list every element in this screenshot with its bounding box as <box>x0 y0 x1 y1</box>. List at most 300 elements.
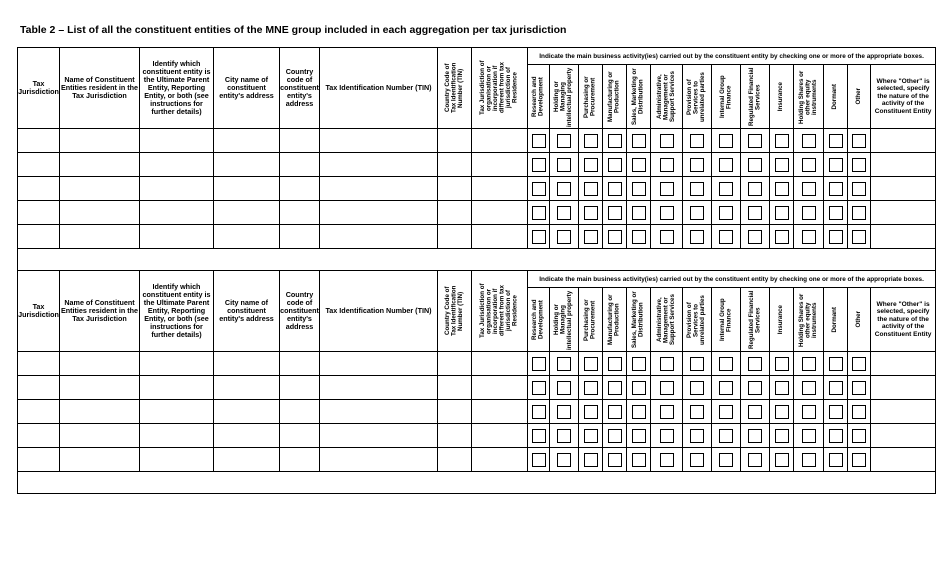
activity-checkbox[interactable] <box>532 206 546 220</box>
activity-checkbox[interactable] <box>632 429 646 443</box>
activity-checkbox[interactable] <box>775 158 789 172</box>
activity-header <box>550 288 579 352</box>
ultimate-parent-cell[interactable] <box>140 424 214 448</box>
activity-cell <box>683 424 712 448</box>
activity-cell <box>770 376 794 400</box>
activity-checkbox[interactable] <box>660 206 674 220</box>
activity-checkbox[interactable] <box>775 357 789 371</box>
entity-name-cell[interactable] <box>60 400 140 424</box>
country-code-cell[interactable] <box>280 448 320 472</box>
activity-checkbox[interactable] <box>690 134 704 148</box>
city-name-cell[interactable] <box>214 177 280 201</box>
activity-checkbox[interactable] <box>852 134 866 148</box>
country-code-cell[interactable] <box>280 129 320 153</box>
tax-jurisdiction-cell[interactable] <box>18 177 60 201</box>
incorporation-jurisdiction-cell[interactable] <box>472 177 528 201</box>
activity-checkbox[interactable] <box>690 357 704 371</box>
activity-cell <box>712 153 741 177</box>
activity-label: Other <box>854 311 862 328</box>
activity-cell <box>550 352 579 376</box>
activity-checkbox[interactable] <box>775 134 789 148</box>
tin-country-code-cell[interactable] <box>438 129 472 153</box>
incorporation-jurisdiction-cell[interactable] <box>472 129 528 153</box>
activity-checkbox[interactable] <box>748 381 762 395</box>
country-code-cell[interactable] <box>280 352 320 376</box>
activity-checkbox[interactable] <box>660 381 674 395</box>
activity-checkbox[interactable] <box>532 158 546 172</box>
activity-checkbox[interactable] <box>690 158 704 172</box>
ultimate-parent-cell[interactable] <box>140 129 214 153</box>
tin-country-code-header <box>438 271 472 352</box>
activity-cell <box>683 225 712 249</box>
activity-header <box>683 288 712 352</box>
activity-checkbox[interactable] <box>748 182 762 196</box>
activity-checkbox[interactable] <box>775 453 789 467</box>
activity-label: Administrative, Management or Support Services <box>655 71 676 122</box>
activity-checkbox[interactable] <box>557 405 571 419</box>
entity-name-cell[interactable] <box>60 448 140 472</box>
other-specify-cell[interactable] <box>871 448 936 472</box>
activity-label: Sales, Marketing or Distribution <box>631 291 645 348</box>
activity-checkbox[interactable] <box>584 357 598 371</box>
activity-checkbox[interactable] <box>829 134 843 148</box>
activity-checkbox[interactable] <box>608 230 622 244</box>
activity-checkbox[interactable] <box>690 429 704 443</box>
activity-checkbox[interactable] <box>632 158 646 172</box>
activity-checkbox[interactable] <box>852 405 866 419</box>
ultimate-parent-cell[interactable] <box>140 448 214 472</box>
activity-checkbox[interactable] <box>802 206 816 220</box>
activity-checkbox[interactable] <box>829 230 843 244</box>
activity-checkbox[interactable] <box>557 381 571 395</box>
activity-checkbox[interactable] <box>557 453 571 467</box>
entity-name-cell[interactable] <box>60 225 140 249</box>
activity-cell <box>528 129 550 153</box>
activity-label: Dormant <box>831 83 839 110</box>
activity-checkbox[interactable] <box>557 158 571 172</box>
activity-cell <box>741 352 770 376</box>
tin-cell[interactable] <box>320 129 438 153</box>
activity-label: Holding Shares or other equity instruments <box>797 292 818 347</box>
activity-cell <box>741 448 770 472</box>
activity-checkbox[interactable] <box>719 429 733 443</box>
entity-name-cell[interactable] <box>60 129 140 153</box>
activity-checkbox[interactable] <box>660 230 674 244</box>
tin-country-code-cell[interactable] <box>438 424 472 448</box>
activity-checkbox[interactable] <box>748 453 762 467</box>
activity-cell <box>848 201 871 225</box>
activity-checkbox[interactable] <box>608 134 622 148</box>
activity-header <box>770 65 794 129</box>
activity-checkbox[interactable] <box>584 405 598 419</box>
entity-name-cell[interactable] <box>60 153 140 177</box>
incorporation-jurisdiction-cell[interactable] <box>472 153 528 177</box>
activity-checkbox[interactable] <box>719 134 733 148</box>
activity-label: Regulated Financial Services <box>747 67 761 126</box>
activity-checkbox[interactable] <box>632 453 646 467</box>
activity-checkbox[interactable] <box>532 381 546 395</box>
activity-checkbox[interactable] <box>608 381 622 395</box>
entity-name-cell[interactable] <box>60 177 140 201</box>
activity-checkbox[interactable] <box>690 453 704 467</box>
activity-cell <box>603 153 627 177</box>
entity-name-cell[interactable] <box>60 376 140 400</box>
activity-checkbox[interactable] <box>632 357 646 371</box>
activity-checkbox[interactable] <box>532 134 546 148</box>
activity-checkbox[interactable] <box>660 429 674 443</box>
tin-country-code-header-text: Country Code of Tax Identification Number (TIN) <box>443 62 464 114</box>
activity-checkbox[interactable] <box>557 182 571 196</box>
activity-checkbox[interactable] <box>748 230 762 244</box>
city-name-cell[interactable] <box>214 376 280 400</box>
activity-checkbox[interactable] <box>632 182 646 196</box>
activity-checkbox[interactable] <box>802 182 816 196</box>
activity-cell <box>528 153 550 177</box>
tin-country-code-cell[interactable] <box>438 352 472 376</box>
other-specify-cell[interactable] <box>871 400 936 424</box>
ultimate-parent-cell[interactable] <box>140 153 214 177</box>
tin-cell[interactable] <box>320 400 438 424</box>
incorporation-jurisdiction-cell[interactable] <box>472 225 528 249</box>
activity-cell <box>579 225 603 249</box>
activity-checkbox[interactable] <box>532 429 546 443</box>
activity-label: Internal Group Finance <box>718 75 732 118</box>
country-code-cell[interactable] <box>280 376 320 400</box>
activity-checkbox[interactable] <box>632 381 646 395</box>
tin-cell[interactable] <box>320 424 438 448</box>
activity-checkbox[interactable] <box>660 405 674 419</box>
tin-cell[interactable] <box>320 352 438 376</box>
activity-instruction: Indicate the main business activity(ies) carried out by the constituent entity by checking one or more of the appropriate boxes. <box>528 48 936 65</box>
activity-cell <box>770 424 794 448</box>
activity-checkbox[interactable] <box>748 405 762 419</box>
activity-checkbox[interactable] <box>775 230 789 244</box>
tax-jurisdiction-cell[interactable] <box>18 448 60 472</box>
activity-checkbox[interactable] <box>532 357 546 371</box>
country-code-cell[interactable] <box>280 424 320 448</box>
tin-country-code-cell[interactable] <box>438 201 472 225</box>
activity-cell <box>741 177 770 201</box>
other-specify-cell[interactable] <box>871 177 936 201</box>
incorporation-jurisdiction-cell[interactable] <box>472 376 528 400</box>
activity-checkbox[interactable] <box>802 158 816 172</box>
activity-checkbox[interactable] <box>802 429 816 443</box>
activity-cell <box>603 201 627 225</box>
country-code-cell[interactable] <box>280 225 320 249</box>
activity-cell <box>712 400 741 424</box>
ultimate-parent-cell[interactable] <box>140 201 214 225</box>
activity-checkbox[interactable] <box>608 182 622 196</box>
activity-checkbox[interactable] <box>557 134 571 148</box>
activity-checkbox[interactable] <box>532 182 546 196</box>
activity-checkbox[interactable] <box>632 206 646 220</box>
activity-checkbox[interactable] <box>632 405 646 419</box>
activity-checkbox[interactable] <box>608 158 622 172</box>
activity-checkbox[interactable] <box>802 453 816 467</box>
activity-checkbox[interactable] <box>608 405 622 419</box>
activity-cell <box>712 352 741 376</box>
activity-checkbox[interactable] <box>829 357 843 371</box>
activity-checkbox[interactable] <box>775 429 789 443</box>
city-name-cell[interactable] <box>214 153 280 177</box>
activity-checkbox[interactable] <box>719 182 733 196</box>
activity-header <box>627 288 651 352</box>
activity-checkbox[interactable] <box>584 453 598 467</box>
activity-checkbox[interactable] <box>852 381 866 395</box>
activity-cell <box>770 225 794 249</box>
activity-header <box>824 288 848 352</box>
activity-instruction: Indicate the main business activity(ies) carried out by the constituent entity by checking one or more of the appropriate boxes. <box>528 271 936 288</box>
activity-checkbox[interactable] <box>557 230 571 244</box>
incorporation-jurisdiction-cell[interactable] <box>472 201 528 225</box>
activity-checkbox[interactable] <box>660 357 674 371</box>
activity-cell <box>627 448 651 472</box>
activity-checkbox[interactable] <box>748 429 762 443</box>
country-code-cell[interactable] <box>280 201 320 225</box>
activity-checkbox[interactable] <box>802 230 816 244</box>
activity-cell <box>528 225 550 249</box>
activity-cell <box>627 225 651 249</box>
activity-checkbox[interactable] <box>775 206 789 220</box>
tin-cell[interactable] <box>320 448 438 472</box>
activity-label: Holding Shares or other equity instruments <box>797 69 818 124</box>
tax-jurisdiction-cell[interactable] <box>18 225 60 249</box>
activity-checkbox[interactable] <box>802 405 816 419</box>
other-specify-cell[interactable] <box>871 376 936 400</box>
activity-checkbox[interactable] <box>829 182 843 196</box>
other-specify-cell[interactable] <box>871 201 936 225</box>
ultimate-parent-cell[interactable] <box>140 177 214 201</box>
activity-cell <box>651 448 683 472</box>
activity-cell <box>824 177 848 201</box>
activity-checkbox[interactable] <box>584 158 598 172</box>
activity-cell <box>741 376 770 400</box>
activity-checkbox[interactable] <box>719 453 733 467</box>
activity-cell <box>848 153 871 177</box>
activity-checkbox[interactable] <box>852 357 866 371</box>
activity-cell <box>770 129 794 153</box>
activity-checkbox[interactable] <box>852 429 866 443</box>
activity-checkbox[interactable] <box>608 453 622 467</box>
activity-checkbox[interactable] <box>532 405 546 419</box>
tin-cell[interactable] <box>320 153 438 177</box>
activity-cell <box>770 400 794 424</box>
activity-checkbox[interactable] <box>608 429 622 443</box>
activity-checkbox[interactable] <box>719 381 733 395</box>
activity-checkbox[interactable] <box>557 206 571 220</box>
tin-cell[interactable] <box>320 225 438 249</box>
ultimate-parent-cell[interactable] <box>140 352 214 376</box>
activity-cell <box>528 376 550 400</box>
tax-jurisdiction-cell[interactable] <box>18 424 60 448</box>
entity-name-cell[interactable] <box>60 352 140 376</box>
ultimate-parent-cell[interactable] <box>140 376 214 400</box>
tax-jurisdiction-cell[interactable] <box>18 201 60 225</box>
activity-checkbox[interactable] <box>584 230 598 244</box>
activity-checkbox[interactable] <box>660 182 674 196</box>
activity-checkbox[interactable] <box>719 158 733 172</box>
activity-checkbox[interactable] <box>608 206 622 220</box>
activity-checkbox[interactable] <box>660 158 674 172</box>
activity-checkbox[interactable] <box>584 182 598 196</box>
tax-jurisdiction-cell[interactable] <box>18 376 60 400</box>
tax-jurisdiction-cell[interactable] <box>18 153 60 177</box>
activity-checkbox[interactable] <box>632 134 646 148</box>
activity-cell <box>741 201 770 225</box>
tin-cell[interactable] <box>320 201 438 225</box>
activity-header <box>627 65 651 129</box>
other-specify-cell[interactable] <box>871 153 936 177</box>
activity-cell <box>603 177 627 201</box>
activity-cell <box>794 201 824 225</box>
activity-checkbox[interactable] <box>532 230 546 244</box>
other-specify-cell[interactable] <box>871 352 936 376</box>
other-specify-cell[interactable] <box>871 225 936 249</box>
activity-checkbox[interactable] <box>775 405 789 419</box>
activity-checkbox[interactable] <box>748 134 762 148</box>
other-specify-header: Where "Other" is selected, specify the nature of the activity of the Constituent Entity <box>871 65 936 129</box>
activity-checkbox[interactable] <box>775 182 789 196</box>
activity-header <box>741 65 770 129</box>
activity-header <box>712 288 741 352</box>
incorporation-jurisdiction-cell[interactable] <box>472 352 528 376</box>
other-specify-cell[interactable] <box>871 424 936 448</box>
tin-country-code-cell[interactable] <box>438 225 472 249</box>
activity-checkbox[interactable] <box>852 230 866 244</box>
tin-cell[interactable] <box>320 376 438 400</box>
activity-checkbox[interactable] <box>719 405 733 419</box>
activity-cell <box>627 153 651 177</box>
activity-checkbox[interactable] <box>690 381 704 395</box>
activity-checkbox[interactable] <box>829 405 843 419</box>
entity-name-cell[interactable] <box>60 201 140 225</box>
entity-name-cell[interactable] <box>60 424 140 448</box>
city-name-header: City name of constituent entity's address <box>214 271 280 352</box>
activity-header <box>712 65 741 129</box>
activity-checkbox[interactable] <box>608 357 622 371</box>
activity-cell <box>824 424 848 448</box>
activity-checkbox[interactable] <box>852 182 866 196</box>
ultimate-parent-cell[interactable] <box>140 225 214 249</box>
activity-checkbox[interactable] <box>584 429 598 443</box>
tin-cell[interactable] <box>320 177 438 201</box>
activity-header <box>550 65 579 129</box>
activity-label: Administrative, Management or Support Services <box>655 294 676 345</box>
activity-cell <box>712 225 741 249</box>
tax-jurisdiction-cell[interactable] <box>18 129 60 153</box>
city-name-cell[interactable] <box>214 129 280 153</box>
city-name-cell[interactable] <box>214 424 280 448</box>
activity-checkbox[interactable] <box>802 357 816 371</box>
activity-checkbox[interactable] <box>748 357 762 371</box>
tin-country-code-cell[interactable] <box>438 177 472 201</box>
incorporation-jurisdiction-cell[interactable] <box>472 400 528 424</box>
activity-checkbox[interactable] <box>690 206 704 220</box>
activity-cell <box>627 201 651 225</box>
city-name-cell[interactable] <box>214 352 280 376</box>
activity-checkbox[interactable] <box>829 158 843 172</box>
table-row <box>18 153 936 177</box>
incorporation-jurisdiction-cell[interactable] <box>472 448 528 472</box>
country-code-cell[interactable] <box>280 177 320 201</box>
activity-cell <box>579 424 603 448</box>
activity-checkbox[interactable] <box>719 206 733 220</box>
city-name-cell[interactable] <box>214 400 280 424</box>
activity-checkbox[interactable] <box>557 357 571 371</box>
activity-cell <box>848 376 871 400</box>
activity-checkbox[interactable] <box>829 206 843 220</box>
tax-jurisdiction-cell[interactable] <box>18 352 60 376</box>
activity-cell <box>603 352 627 376</box>
activity-checkbox[interactable] <box>584 134 598 148</box>
activity-cell <box>550 400 579 424</box>
activity-checkbox[interactable] <box>775 381 789 395</box>
activity-checkbox[interactable] <box>719 230 733 244</box>
ultimate-parent-cell[interactable] <box>140 400 214 424</box>
other-specify-cell[interactable] <box>871 129 936 153</box>
activity-header <box>651 288 683 352</box>
activity-cell <box>579 352 603 376</box>
activity-cell <box>579 448 603 472</box>
tin-header: Tax Identification Number (TIN) <box>320 271 438 352</box>
country-code-cell[interactable] <box>280 153 320 177</box>
incorporation-jurisdiction-cell[interactable] <box>472 424 528 448</box>
activity-checkbox[interactable] <box>802 381 816 395</box>
activity-checkbox[interactable] <box>584 381 598 395</box>
activity-checkbox[interactable] <box>690 405 704 419</box>
activity-checkbox[interactable] <box>829 453 843 467</box>
activity-checkbox[interactable] <box>719 357 733 371</box>
activity-header <box>603 65 627 129</box>
city-name-cell[interactable] <box>214 225 280 249</box>
tin-country-code-cell[interactable] <box>438 376 472 400</box>
activity-checkbox[interactable] <box>532 453 546 467</box>
tax-jurisdiction-cell[interactable] <box>18 400 60 424</box>
activity-cell <box>794 129 824 153</box>
activity-checkbox[interactable] <box>802 134 816 148</box>
activity-checkbox[interactable] <box>584 206 598 220</box>
activity-checkbox[interactable] <box>690 230 704 244</box>
tax-jurisdiction-header: Tax Jurisdiction <box>18 48 60 129</box>
activity-checkbox[interactable] <box>632 230 646 244</box>
city-name-header: City name of constituent entity's address <box>214 48 280 129</box>
activity-checkbox[interactable] <box>852 453 866 467</box>
activity-cell <box>683 129 712 153</box>
activity-checkbox[interactable] <box>660 134 674 148</box>
city-name-cell[interactable] <box>214 448 280 472</box>
tin-country-code-cell[interactable] <box>438 153 472 177</box>
activity-header <box>528 65 550 129</box>
table-row <box>18 177 936 201</box>
activity-cell <box>848 352 871 376</box>
activity-cell <box>579 153 603 177</box>
activity-checkbox[interactable] <box>852 158 866 172</box>
country-code-cell[interactable] <box>280 400 320 424</box>
activity-checkbox[interactable] <box>660 453 674 467</box>
city-name-cell[interactable] <box>214 201 280 225</box>
activity-checkbox[interactable] <box>748 158 762 172</box>
activity-checkbox[interactable] <box>748 206 762 220</box>
tin-country-code-cell[interactable] <box>438 448 472 472</box>
activity-checkbox[interactable] <box>852 206 866 220</box>
activity-header <box>741 288 770 352</box>
activity-checkbox[interactable] <box>690 182 704 196</box>
activity-cell <box>550 129 579 153</box>
activity-checkbox[interactable] <box>557 429 571 443</box>
activity-checkbox[interactable] <box>829 381 843 395</box>
activity-checkbox[interactable] <box>829 429 843 443</box>
tin-country-code-cell[interactable] <box>438 400 472 424</box>
